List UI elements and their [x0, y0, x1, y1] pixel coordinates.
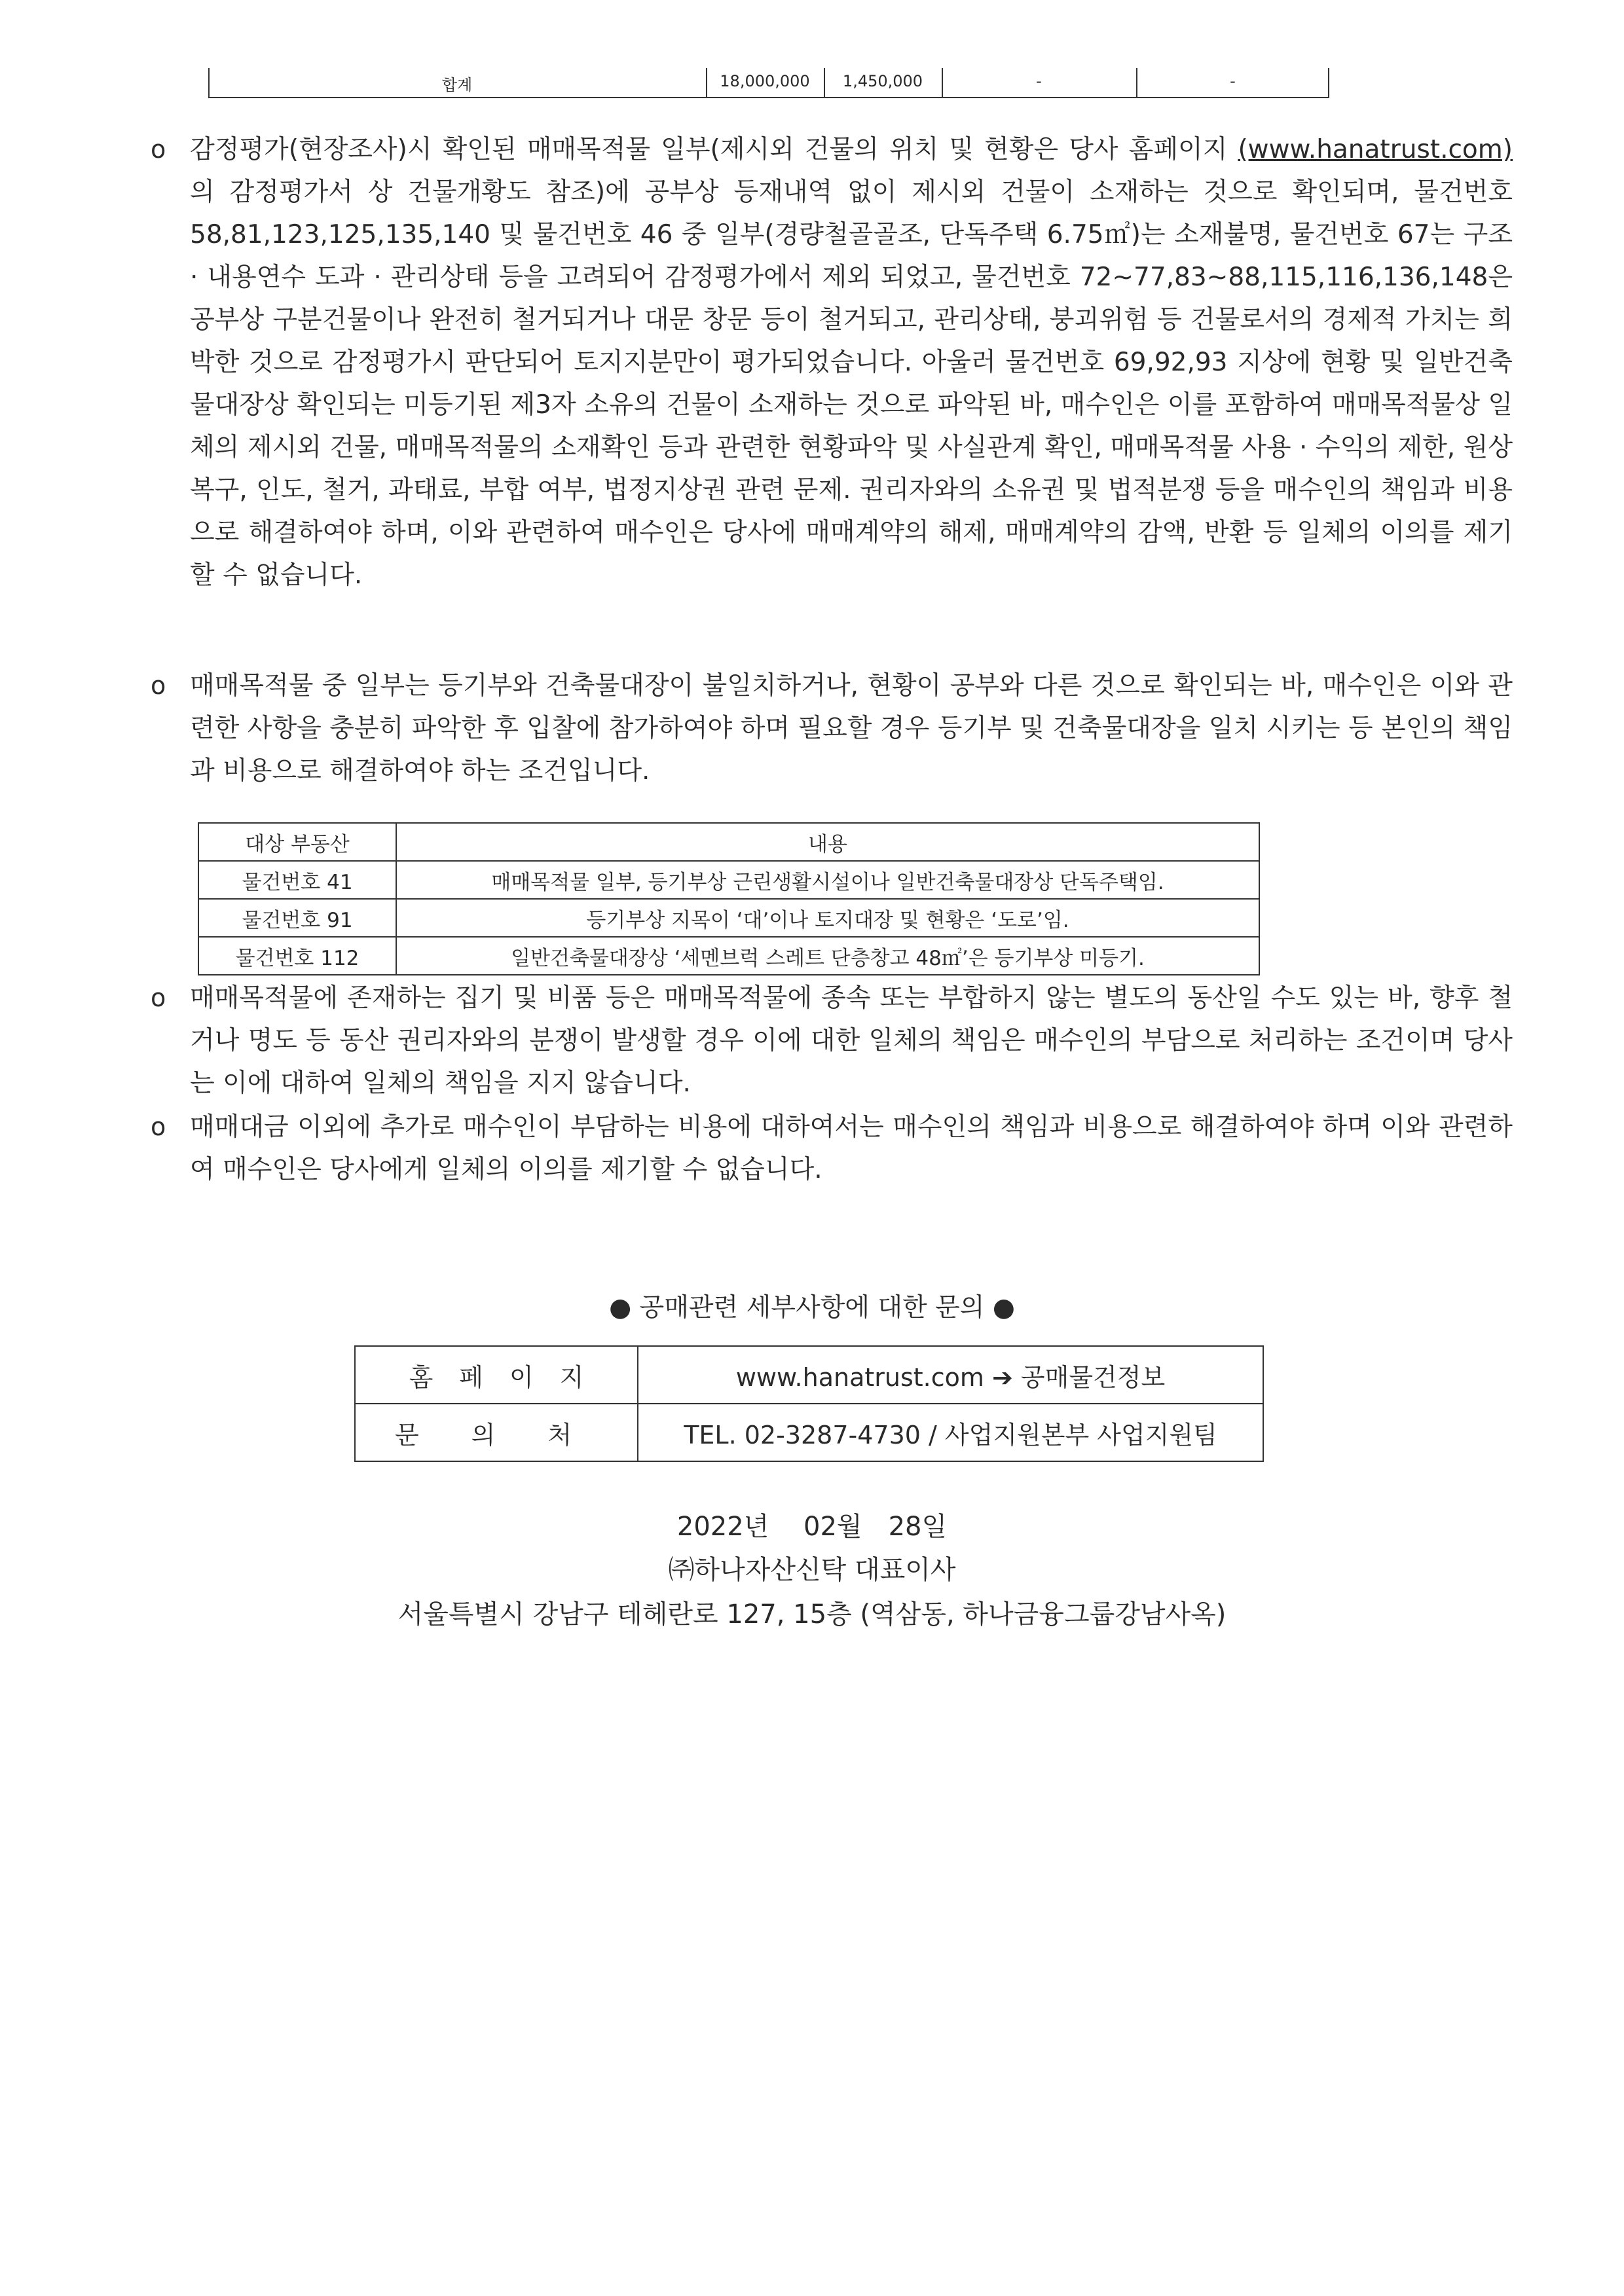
bullet-icon: o [151, 1112, 166, 1141]
homepage-value[interactable]: www.hanatrust.com ➔ 공매물건정보 [638, 1346, 1263, 1404]
notice-text-part: 의 감정평가서 상 건물개황도 참조)에 공부상 등재내역 없이 제시외 건물이 소재하는 것으로 확인되며, 물건번호 58,81,123,125,135,140 및 물건번호 46 중 일부(경량철골골조, 단독주택 6.75㎡)는 소재불명, 물건번호 67는 구조 · 내용연수 도과 · 관리상태 등을 고려되어 감정평가에서 제외 되었고, 물건번호 72~77,83~88,115,116,136,148은 공부상 구분건물이나 완전히 철거되거나 대문 창문 등이 철거되고, 관리상태, 붕괴위험 등 건물로서의 경제적 가치는 희박한 것으로 감정평가시 판단되어 토지지분만이 평가되었습니다. 아울러 물건번호 69,92,93 지상에 현황 및 일반건축물대장상 확인되는 미등기된 제3자 소유의 건물이 소재하는 것으로 파악된 바, 매수인은 이를 포함하여 매매목적물상 일체의 제시외 건물, 매매목적물의 소재확인 등과 관련한 현황파악 및 사실관계 확인, 매매목적물 사용 · 수익의 제한, 원상복구, 인도, 철거, 과태료, 부합 여부, 법정지상권 관련 문제. 권리자와의 소유권 및 법적분쟁 등을 매수인의 책임과 비용으로 해결하여야 하며, 이와 관련하여 매수인은 당사에 매매계약의 해제, 매매계약의 감액, 반환 등 일체의 이의를 제기할 수 없습니다. [190, 177, 1513, 590]
bullet-icon: o [151, 983, 166, 1012]
property-table [198, 822, 1260, 975]
inquiry-title: ● 공매관련 세부사항에 대한 문의 ● [609, 1293, 1015, 1322]
table-row [198, 899, 1259, 937]
notice-fixtures [151, 977, 1513, 1104]
table-cell: 물건번호 112 [198, 937, 396, 975]
table-header-row [198, 823, 1259, 861]
homepage-link[interactable]: (www.hanatrust.com) [1238, 135, 1513, 164]
contact-table [354, 1345, 1264, 1462]
company-name: ㈜하나자산신탁 대표이사 [668, 1555, 956, 1585]
table-row [198, 861, 1259, 899]
table-cell: 매매목적물 일부, 등기부상 근린생활시설이나 일반건축물대장상 단독주택임. [396, 861, 1259, 899]
homepage-label: 홈페이지 [355, 1346, 638, 1404]
notice-additional-costs [151, 1106, 1513, 1191]
total-amount-3: - [1036, 72, 1042, 90]
total-amount-4: - [1230, 72, 1236, 90]
table-row [355, 1404, 1263, 1461]
table-header: 내용 [396, 823, 1259, 861]
table-border [1328, 68, 1329, 97]
contact-value: TEL. 02-3287-4730 / 사업지원본부 사업지원팀 [638, 1404, 1263, 1461]
table-row [198, 937, 1259, 975]
notice-text: 매매목적물에 존재하는 집기 및 비품 등은 매매목적물에 종속 또는 부합하지 않는 별도의 동산일 수도 있는 바, 향후 철거나 명도 등 동산 권리자와의 분쟁이 발생할 경우 이에 대한 일체의 책임은 매수인의 부담으로 처리하는 조건이며 당사는 이에 대하여 일체의 책임을 지지 않습니다. [190, 983, 1513, 1098]
notice-text: 매매대금 이외에 추가로 매수인이 부담하는 비용에 대하여서는 매수인의 책임과 비용으로 해결하여야 하며 이와 관련하여 매수인은 당사에게 일체의 이의를 제기할 수 없습니다. [190, 1112, 1513, 1184]
table-cell: 일반건축물대장상 ‘세멘브럭 스레트 단층창고 48㎡’은 등기부상 미등기. [396, 937, 1259, 975]
notice-text [190, 128, 1513, 596]
bullet-icon: o [151, 135, 166, 164]
notice-registry-mismatch [151, 665, 1513, 792]
total-amount-1: 18,000,000 [720, 72, 810, 90]
contact-label: 문의처 [355, 1404, 638, 1461]
total-row [208, 68, 1329, 98]
company-address: 서울특별시 강남구 테헤란로 127, 15층 (역삼동, 하나금융그룹강남사옥) [397, 1599, 1227, 1630]
table-cell: 등기부상 지목이 ‘대’이나 토지대장 및 현황은 ‘도로’임. [396, 899, 1259, 937]
table-header: 대상 부동산 [198, 823, 396, 861]
document-date: 2022년 02월 28일 [676, 1512, 948, 1542]
bullet-icon: o [151, 671, 166, 700]
total-amount-2: 1,450,000 [842, 72, 923, 90]
table-row [355, 1346, 1263, 1404]
notice-text: 매매목적물 중 일부는 등기부와 건축물대장이 불일치하거나, 현황이 공부와 다른 것으로 확인되는 바, 매수인은 이와 관련한 사항을 충분히 파악한 후 입찰에 참가하여야 하며 필요할 경우 등기부 및 건축물대장을 일치 시키는 등 본인의 책임과 비용으로 해결하여야 하는 조건입니다. [190, 671, 1513, 786]
notice-text-part: 감정평가(현장조사)시 확인된 매매목적물 일부(제시외 건물의 위치 및 현황은 당사 홈페이지 [190, 135, 1238, 164]
total-label: 합계 [441, 76, 473, 94]
table-cell: 물건번호 91 [198, 899, 396, 937]
notice-appraisal [151, 128, 1513, 596]
table-cell: 물건번호 41 [198, 861, 396, 899]
